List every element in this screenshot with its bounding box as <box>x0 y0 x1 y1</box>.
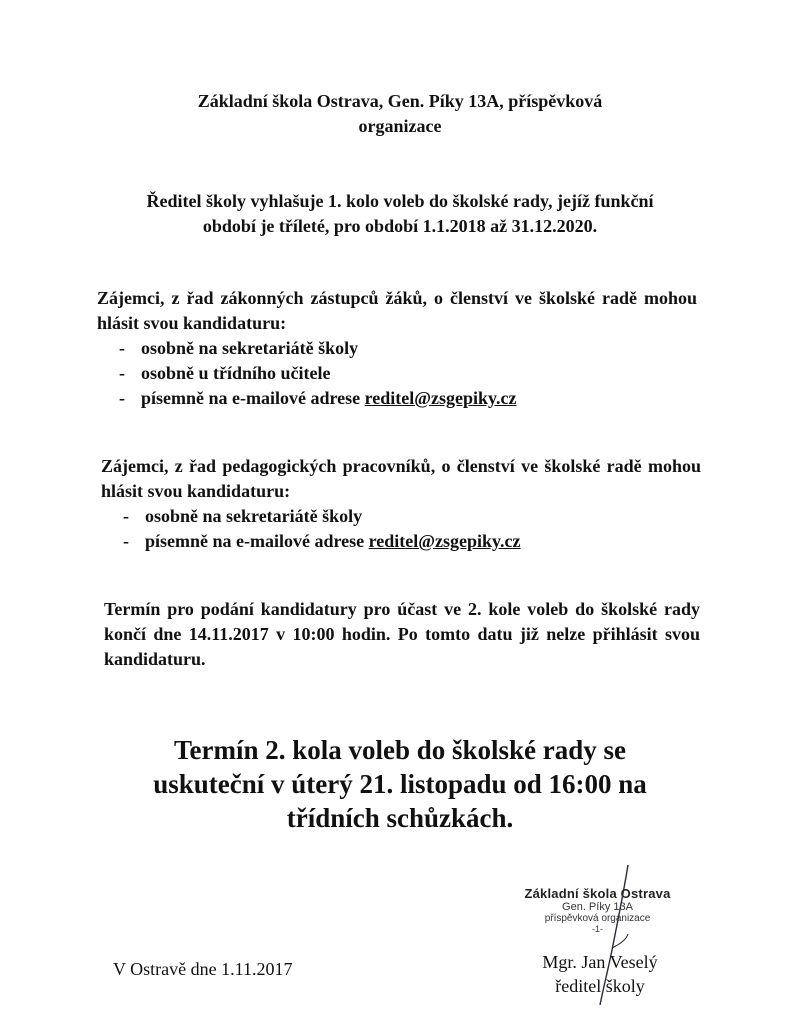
email-link[interactable]: reditel@zsgepiky.cz <box>368 531 521 551</box>
parents-intro: Zájemci, z řad zákonných zástupců žáků, o členství ve školské radě mohou hlásit svou kandidaturu: <box>97 288 697 333</box>
list-item-text: osobně na sekretariátě školy <box>141 338 359 358</box>
list-item-text: osobně na sekretariátě školy <box>145 506 363 526</box>
title-line-1: Základní škola Ostrava, Gen. Píky 13A, příspěvková <box>197 91 603 111</box>
list-item-text: písemně na e-mailové adrese <box>141 388 361 408</box>
stamp-line-1: Základní škola Ostrava <box>524 886 671 901</box>
list-item <box>101 529 701 554</box>
deadline-paragraph: Termín pro podání kandidatury pro účast ve 2. kole voleb do školské rady končí dne 14.11.2017 v 10:00 hodin. Po tomto datu již nelze přihlásit svou kandidaturu. <box>104 599 700 669</box>
staff-section <box>101 454 701 554</box>
announcement-line-2: období je tříleté, pro období 1.1.2018 až 31.12.2020. <box>202 216 598 236</box>
signer-role: ředitel školy <box>555 976 645 996</box>
list-item <box>97 336 697 361</box>
highlight-line-3: třídních schůzkách. <box>286 803 514 833</box>
parents-options-list <box>97 336 697 411</box>
announcement-line-1: Ředitel školy vyhlašuje 1. kolo voleb do školské rady, jejíž funkční <box>146 191 654 211</box>
signer-block <box>520 950 680 998</box>
highlight-line-1: Termín 2. kola voleb do školské rady se <box>173 735 627 765</box>
highlight-line-2: uskuteční v úterý 21. listopadu od 16:00 na <box>153 769 647 799</box>
list-item <box>101 504 701 529</box>
stamp-line-4: -1- <box>592 924 603 934</box>
announcement-paragraph <box>95 189 705 239</box>
stamp-line-3: příspěvková organizace <box>544 913 651 924</box>
list-item <box>97 386 697 411</box>
email-link[interactable]: reditel@zsgepiky.cz <box>364 388 517 408</box>
staff-intro: Zájemci, z řad pedagogických pracovníků, o členství ve školské radě mohou hlásit svou kandidaturu: <box>101 456 701 501</box>
title-line-2: organizace <box>358 116 442 136</box>
list-item-text: osobně u třídního učitele <box>141 363 331 383</box>
signer-name: Mgr. Jan Veselý <box>542 952 658 972</box>
parents-section <box>97 286 697 411</box>
list-item <box>97 361 697 386</box>
stamp-line-2: Gen. Píky 13A <box>562 901 633 913</box>
list-item-text: písemně na e-mailové adrese <box>145 531 365 551</box>
document-title <box>100 89 700 139</box>
staff-options-list <box>101 504 701 554</box>
place-date: V Ostravě dne 1.11.2017 <box>113 959 293 979</box>
election-highlight <box>100 733 700 835</box>
